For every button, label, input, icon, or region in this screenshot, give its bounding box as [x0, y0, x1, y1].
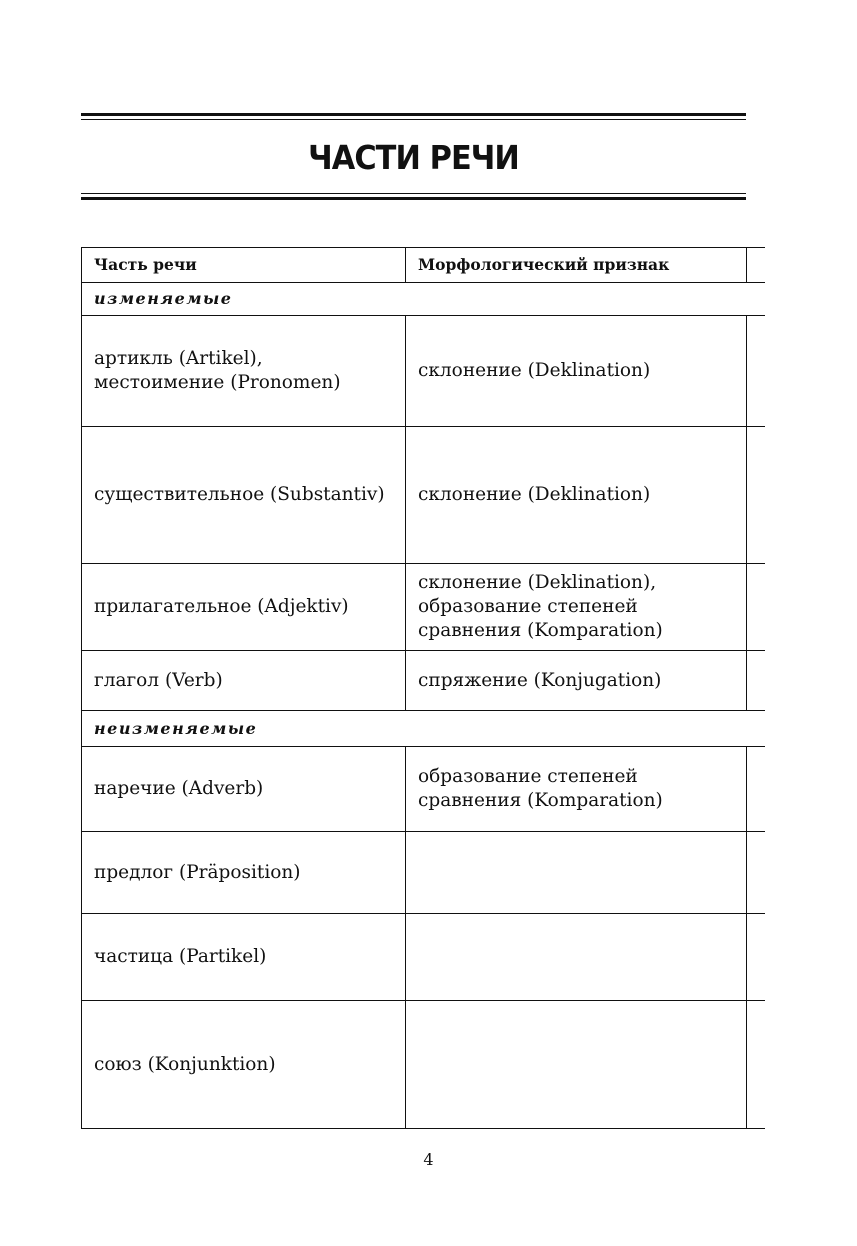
- extra-cell: [747, 1001, 765, 1129]
- table-row: [82, 1001, 765, 1129]
- header-morphological-feature: Морфологический признак: [406, 248, 747, 283]
- cell-line: склонение (Deklination): [418, 360, 651, 381]
- feature-cell: [406, 1001, 747, 1129]
- extra-cell: [747, 651, 765, 711]
- cell-line: сравнения (Komparation): [418, 620, 663, 641]
- cell-line: глагол (Verb): [94, 669, 223, 691]
- bottom-rule-thick: [81, 197, 746, 200]
- cell-line: образование степеней: [418, 766, 638, 787]
- cell-line: предлог (Präposition): [94, 861, 301, 883]
- feature-cell: [406, 651, 747, 711]
- feature-cell: [406, 914, 747, 1001]
- table-row: [82, 914, 765, 1001]
- cell-line: склонение (Deklination),: [418, 572, 657, 593]
- feature-cell: [406, 564, 747, 651]
- top-rule-thick: [81, 113, 746, 116]
- table-row: [82, 316, 765, 427]
- feature-cell: [406, 316, 747, 427]
- bottom-rule-thin: [81, 193, 746, 194]
- cell-line: существительное (Substantiv): [94, 484, 385, 505]
- page-number: 4: [423, 1150, 434, 1169]
- top-rule-thin: [81, 119, 746, 120]
- table-header-row: [82, 248, 765, 283]
- cell-line: склонение (Deklination): [418, 484, 651, 505]
- header-extra-column: [747, 248, 765, 283]
- part-cell: [82, 747, 406, 832]
- part-cell: [82, 1001, 406, 1129]
- extra-cell: [747, 564, 765, 651]
- extra-cell: [747, 747, 765, 832]
- cell-line: сравнения (Komparation): [418, 790, 663, 811]
- extra-cell: [747, 427, 765, 564]
- table-row: [82, 747, 765, 832]
- page-title: ЧАСТИ РЕЧИ: [308, 138, 519, 177]
- section-row-unchangeable: [82, 711, 765, 747]
- cell-line: наречие (Adverb): [94, 778, 264, 799]
- part-cell: [82, 651, 406, 711]
- cell-line: спряжение (Konjugation): [418, 669, 662, 691]
- cell-line: образование степеней: [418, 596, 638, 617]
- parts-of-speech-table: [81, 247, 765, 1129]
- header-part-of-speech: Часть речи: [82, 248, 406, 283]
- cell-line: союз (Konjunktion): [94, 1053, 276, 1075]
- cell-line: артикль (Artikel),: [94, 348, 263, 369]
- table-row: [82, 651, 765, 711]
- part-cell: [82, 914, 406, 1001]
- extra-cell: [747, 914, 765, 1001]
- part-cell: [82, 427, 406, 564]
- table-row: [82, 564, 765, 651]
- extra-cell: [747, 316, 765, 427]
- cell-line: прилагательное (Adjektiv): [94, 596, 349, 617]
- table-row: [82, 427, 765, 564]
- extra-cell: [747, 832, 765, 914]
- feature-cell: [406, 747, 747, 832]
- feature-cell: [406, 832, 747, 914]
- section-label: неизменяемые: [82, 711, 765, 747]
- table-row: [82, 832, 765, 914]
- part-cell: [82, 316, 406, 427]
- cell-line: местоимение (Pronomen): [94, 372, 341, 393]
- part-cell: [82, 564, 406, 651]
- feature-cell: [406, 427, 747, 564]
- section-label: изменяемые: [82, 283, 765, 316]
- part-cell: [82, 832, 406, 914]
- cell-line: частица (Partikel): [94, 946, 267, 967]
- section-row-changeable: [82, 283, 765, 316]
